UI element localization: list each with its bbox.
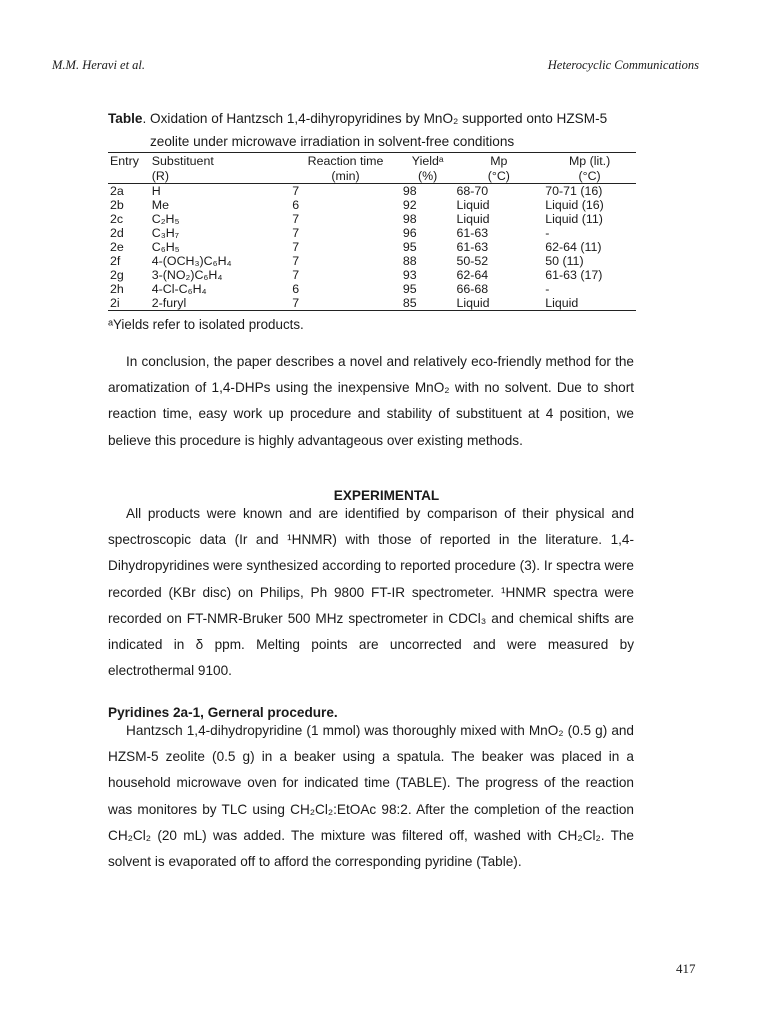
header-mp: Mp <box>454 153 543 169</box>
table-caption-line1: . Oxidation of Hantzsch 1,4-dihyropyridines by MnO₂ supported onto HZSM-5 <box>142 111 608 126</box>
table-row <box>108 184 636 199</box>
cell-mp: 50-52 <box>456 254 489 268</box>
cell-time: 7 <box>290 296 401 311</box>
table-row <box>108 268 636 282</box>
header-time-unit: (min) <box>290 168 401 184</box>
cell-mp-lit: 50 (11) <box>545 254 584 268</box>
table-header-row <box>108 153 636 169</box>
cell-yield: 98 <box>402 184 417 198</box>
cell-entry: 2g <box>110 268 124 282</box>
experimental-paragraph: All products were known and are identified by comparison of their physical and spectroscopic data (Ir and ¹HNMR) with those of reported in the literature. 1,4-Dihydropyridines were synthesized according to reported procedure (3). Ir spectra were recorded (KBr disc) on Philips, Ph 9800 FT-IR spectrometer. ¹HNMR spectra were recorded on FT-NMR-Bruker 500 MHz spectrometer in CDCl₃ and chemical shifts are indicated in δ ppm. Melting points are uncorrected and were measured by electrothermal 9100. <box>108 506 634 679</box>
cell-yield: 93 <box>402 268 417 282</box>
cell-yield: 96 <box>402 226 417 240</box>
header-mp-unit: (°C) <box>454 168 543 184</box>
cell-substituent: 4-(OCH₃)C₆H₄ <box>151 254 232 268</box>
cell-mp: 62-64 <box>456 268 489 282</box>
cell-time: 7 <box>292 268 300 282</box>
table-row <box>108 212 636 226</box>
cell-mp: Liquid <box>456 212 490 226</box>
cell-mp: 68-70 <box>456 184 489 198</box>
table-row <box>108 240 636 254</box>
table-row <box>108 254 636 268</box>
cell-substituent: H <box>151 184 161 198</box>
running-head-journal: Heterocyclic Communications <box>547 58 699 72</box>
cell-time: 7 <box>292 212 300 226</box>
cell-yield: 85 <box>401 296 455 311</box>
cell-substituent: C₃H₇ <box>151 226 179 240</box>
header-substituent: Substituent <box>150 153 290 169</box>
cell-mp: Liquid <box>456 198 490 212</box>
cell-time: 7 <box>292 254 300 268</box>
cell-entry: 2e <box>110 240 124 254</box>
table-row <box>108 282 636 296</box>
cell-time: 6 <box>292 282 300 296</box>
procedure-heading: Pyridines 2a-1, Gerneral procedure. <box>108 705 338 720</box>
table-caption-line2: zeolite under microwave irradiation in solvent-free conditions <box>150 134 515 149</box>
experimental-heading: EXPERIMENTAL <box>333 488 440 503</box>
header-entry: Entry <box>108 153 150 169</box>
table-row <box>108 226 636 240</box>
running-head-authors: M.M. Heravi et al. <box>52 58 146 72</box>
conclusion-paragraph: In conclusion, the paper describes a novel and relatively eco-friendly method for the aromatization of 1,4-DHPs using the inexpensive MnO₂ with no solvent. Due to short reaction time, easy work up procedure and stability of substituent at 4 position, we believe this procedure is highly advantageous over existing methods. <box>108 354 634 448</box>
cell-mp-lit: 62-64 (11) <box>545 240 602 254</box>
cell-mp-lit: - <box>545 282 550 296</box>
cell-substituent: Me <box>151 198 169 212</box>
cell-time: 7 <box>292 184 300 198</box>
cell-mp-lit: Liquid <box>543 296 636 311</box>
cell-entry: 2c <box>110 212 124 226</box>
results-table <box>108 152 636 311</box>
cell-entry: 2b <box>110 198 124 212</box>
cell-time: 6 <box>292 198 300 212</box>
header-mp-lit-unit: (°C) <box>543 168 636 184</box>
page-number: 417 <box>676 961 696 976</box>
table-caption-label: Table <box>108 111 143 126</box>
header-entry-unit <box>108 168 150 184</box>
cell-mp-lit: Liquid (16) <box>545 198 604 212</box>
header-yield: Yieldᵃ <box>401 153 455 169</box>
cell-mp: 61-63 <box>456 226 489 240</box>
cell-mp: 66-68 <box>456 282 489 296</box>
cell-mp-lit: - <box>545 226 550 240</box>
cell-yield: 95 <box>402 282 417 296</box>
cell-mp: Liquid <box>454 296 543 311</box>
cell-substituent: 2-furyl <box>150 296 290 311</box>
cell-yield: 92 <box>402 198 417 212</box>
cell-time: 7 <box>292 240 300 254</box>
cell-mp-lit: 61-63 (17) <box>545 268 603 282</box>
cell-substituent: C₂H₅ <box>151 212 180 226</box>
header-time: Reaction time <box>290 153 401 169</box>
cell-substituent: 3-(NO₂)C₆H₄ <box>151 268 223 282</box>
cell-entry: 2f <box>110 254 121 268</box>
cell-time: 7 <box>292 226 300 240</box>
table-header-units-row <box>108 168 636 184</box>
cell-yield: 98 <box>402 212 417 226</box>
header-yield-unit: (%) <box>401 168 455 184</box>
table-caption <box>108 107 648 153</box>
cell-mp-lit: 70-71 (16) <box>545 184 603 198</box>
cell-mp-lit: Liquid (11) <box>545 212 603 226</box>
header-mp-lit: Mp (lit.) <box>543 153 636 169</box>
cell-entry: 2d <box>110 226 124 240</box>
cell-yield: 88 <box>402 254 417 268</box>
cell-substituent: 4-Cl-C₆H₄ <box>151 282 207 296</box>
table-row <box>108 296 636 311</box>
table-footnote: ᵃYields refer to isolated products. <box>108 317 304 332</box>
cell-mp: 61-63 <box>456 240 489 254</box>
cell-entry: 2a <box>110 184 124 198</box>
procedure-paragraph: Hantzsch 1,4-dihydropyridine (1 mmol) was thoroughly mixed with MnO₂ (0.5 g) and HZSM-5 zeolite (0.5 g) in a beaker using a spatula. The beaker was placed in a household microwave oven for indicated time (TABLE). The progress of the reaction was monitores by TLC using CH₂Cl₂:EtOAc 98:2. After the completion of the reaction CH₂Cl₂ (20 mL) was added. The mixture was filtered off, washed with CH₂Cl₂. The solvent is evaporated off to afford the corresponding pyridine (Table). <box>108 723 634 870</box>
cell-entry: 2h <box>110 282 124 296</box>
table-row <box>108 198 636 212</box>
cell-substituent: C₆H₅ <box>151 240 180 254</box>
cell-yield: 95 <box>402 240 417 254</box>
cell-entry: 2i <box>108 296 150 311</box>
header-substituent-unit: (R) <box>150 168 290 184</box>
